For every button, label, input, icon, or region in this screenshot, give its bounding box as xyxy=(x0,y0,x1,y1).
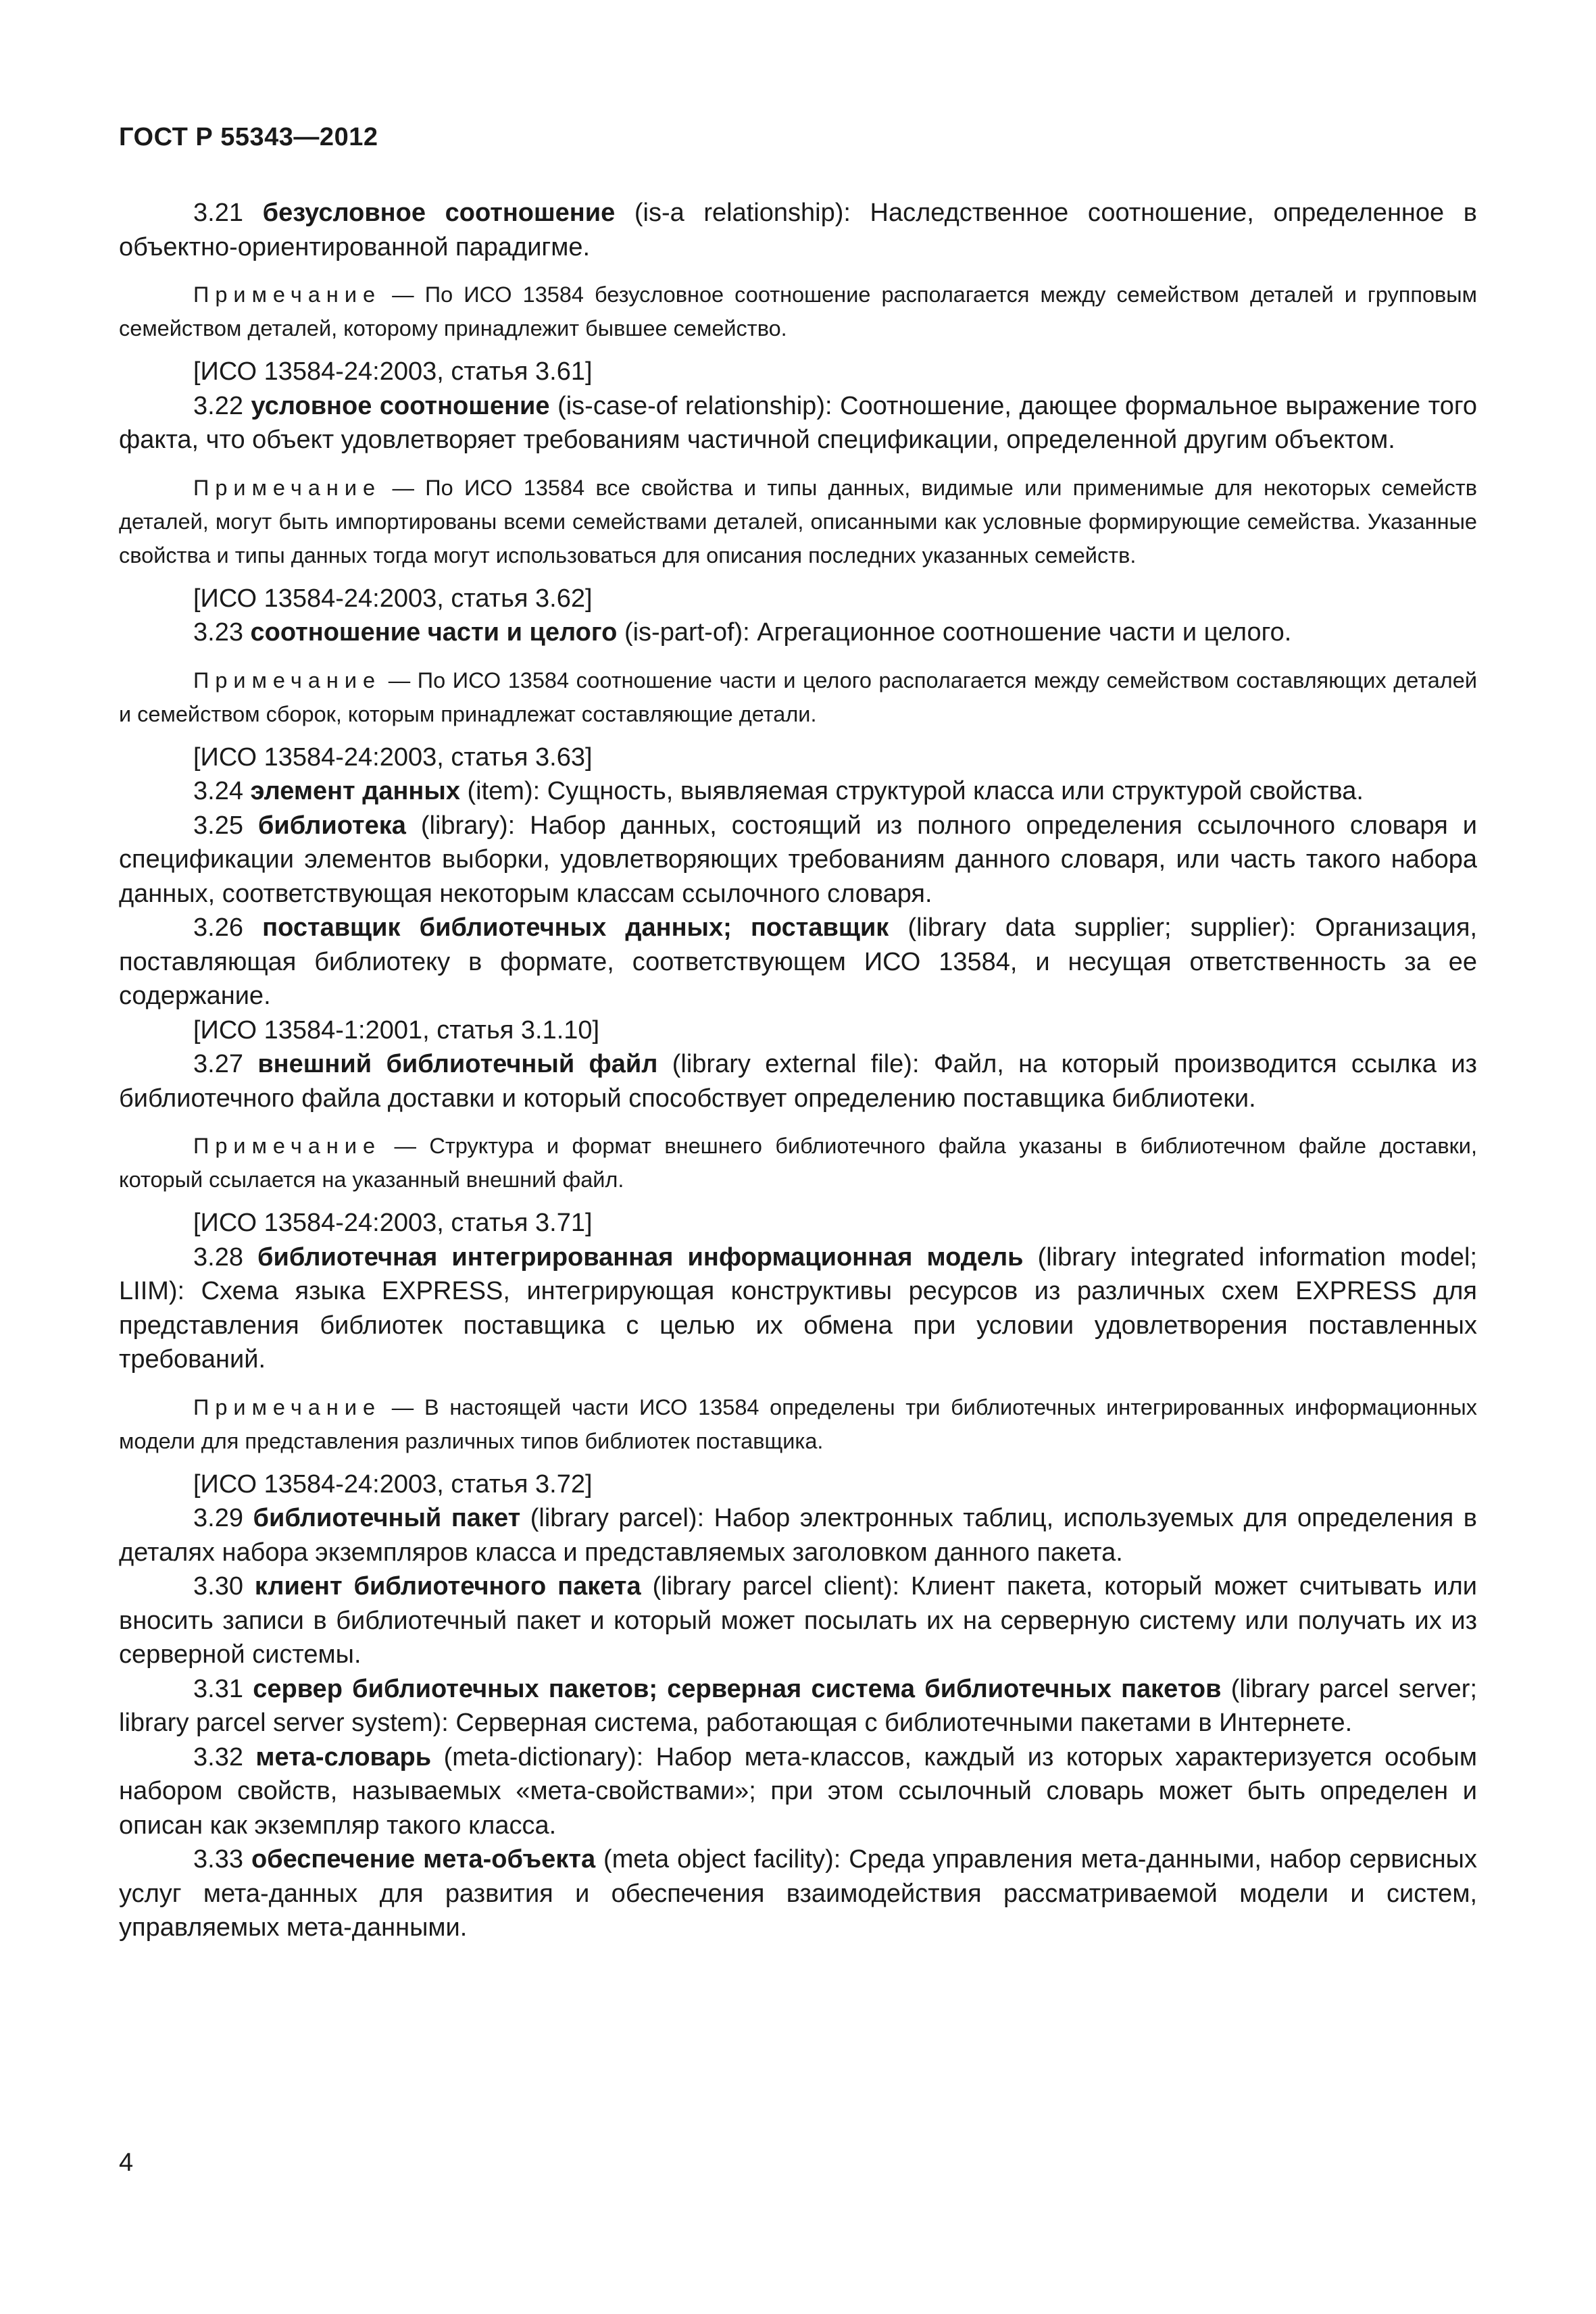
term-text: (library parcel client): Клиент пакета, который может считывать или вносить записи в библиотечный пакет и который может посылать их на серверную систему или получать их из серверной системы. xyxy=(119,1572,1477,1669)
note-text: — По ИСО 13584 все свойства и типы данных, видимые или применимые для некоторых семейств деталей, могут быть импортированы всеми семействами деталей, описанными как условные формирующие семейства. Указанные свойства и типы данных тогда могут использоваться для описания последних указанных семейств. xyxy=(119,475,1477,568)
term-definition xyxy=(119,1501,1477,1569)
term-text: (library parcel server; library parcel server system): Серверная система, работающая с библиотечными пакетами в Интернете. xyxy=(119,1674,1477,1737)
term-definition xyxy=(119,1240,1477,1377)
term-number: 3.27 xyxy=(193,1050,243,1078)
note-label: Примечание xyxy=(193,1134,382,1158)
term-number: 3.30 xyxy=(193,1572,243,1601)
document-body xyxy=(119,196,1477,1945)
term-definition xyxy=(119,911,1477,1013)
term-name: внешний библиотечный файл xyxy=(257,1050,658,1078)
note-paragraph xyxy=(119,471,1477,572)
note-label: Примечание xyxy=(193,282,382,307)
term-definition xyxy=(119,1047,1477,1115)
term-name: библиотека xyxy=(257,811,406,840)
term-name: библиотечная интегрированная информационная модель xyxy=(257,1242,1024,1272)
term-name: безусловное соотношение xyxy=(262,199,616,227)
term-text: (is-part-of): Агрегационное соотношение части и целого. xyxy=(617,618,1292,647)
term-text: (item): Сущность, выявляемая структурой класса или структурой свойства. xyxy=(459,777,1364,805)
note-text: — Структура и формат внешнего библиотечного файла указаны в библиотечном файле доставки, который ссылается на указанный внешний файл. xyxy=(119,1134,1477,1192)
term-name: сервер библиотечных пакетов; серверная система библиотечных пакетов xyxy=(253,1674,1222,1703)
term-name: обеспечение мета-объекта xyxy=(251,1845,596,1873)
term-number: 3.32 xyxy=(193,1742,243,1771)
term-text: (is-case-of relationship): Соотношение, дающее формальное выражение того факта, что объект удовлетворяет требованиям частичной спецификации, определенной другим объектом. xyxy=(119,391,1478,454)
term-name: библиотечный пакет xyxy=(253,1504,521,1532)
term-text: (library external file): Файл, на который производится ссылка из библиотечного файла доставки и который способствует определению поставщика библиотеки. xyxy=(119,1050,1477,1113)
note-label: Примечание xyxy=(193,668,382,693)
term-text: (library): Набор данных, состоящий из полного определения ссылочного словаря и спецификации элементов выборки, удовлетворяющих требованиям данного словаря, или часть такого набора данных, соответствующая некоторым классам ссылочного словаря. xyxy=(119,811,1477,908)
term-number: 3.22 xyxy=(193,391,243,420)
term-text: (meta-dictionary): Набор мета-классов, каждый из которых характеризуется особым набором свойств, называемых «мета-свойствами»; при этом ссылочный словарь может быть определен и описан как экземпляр такого класса. xyxy=(119,1742,1477,1840)
note-text: — По ИСО 13584 безусловное соотношение располагается между семейством деталей и групповым семейством деталей, которому принадлежит бывшее семейство. xyxy=(119,282,1477,341)
term-definition xyxy=(119,615,1477,650)
source-reference: [ИСО 13584-24:2003, статья 3.62] xyxy=(193,584,593,613)
source-reference: [ИСО 13584-24:2003, статья 3.71] xyxy=(193,1209,593,1237)
term-name: условное соотношение xyxy=(251,391,550,420)
term-name: соотношение части и целого xyxy=(250,618,618,647)
term-number: 3.21 xyxy=(193,199,243,227)
term-name: клиент библиотечного пакета xyxy=(254,1572,641,1601)
term-definition xyxy=(119,1740,1477,1843)
term-number: 3.29 xyxy=(193,1504,243,1532)
term-number: 3.25 xyxy=(193,811,243,840)
term-definition xyxy=(119,809,1477,911)
term-definition xyxy=(119,1842,1477,1945)
term-definition xyxy=(119,774,1477,809)
term-definition xyxy=(119,1569,1477,1672)
term-name: поставщик библиотечных данных; поставщик xyxy=(262,913,889,942)
term-text: (library parcel): Набор электронных таблиц, используемых для определения в деталях набора экземпляров класса и представляемых заголовком данного пакета. xyxy=(119,1504,1477,1567)
term-text: (is-a relationship): Наследственное соотношение, определенное в объектно-ориентированной парадигме. xyxy=(119,199,1477,261)
note-text: — В настоящей части ИСО 13584 определены три библиотечных интегрированных информационных модели для представления различных типов библиотек поставщика. xyxy=(119,1394,1477,1453)
term-name: элемент данных xyxy=(250,777,460,805)
term-number: 3.24 xyxy=(193,777,243,805)
note-label: Примечание xyxy=(193,475,382,500)
term-number: 3.28 xyxy=(193,1242,243,1272)
note-text: — По ИСО 13584 соотношение части и целого располагается между семейством составляющих деталей и семейством сборок, которым принадлежат составляющие детали. xyxy=(119,668,1477,726)
term-definition xyxy=(119,389,1477,457)
term-text: (library data supplier; supplier): Организация, поставляющая библиотеку в формате, соответствующем ИСО 13584, и несущая ответственность за ее содержание. xyxy=(119,913,1477,1010)
source-reference: [ИСО 13584-1:2001, статья 3.1.10] xyxy=(193,1015,600,1045)
term-number: 3.31 xyxy=(193,1674,243,1703)
note-paragraph xyxy=(119,663,1477,731)
term-definition xyxy=(119,196,1477,264)
term-definition xyxy=(119,1672,1477,1740)
source-reference: [ИСО 13584-24:2003, статья 3.72] xyxy=(193,1469,593,1499)
term-number: 3.33 xyxy=(193,1845,243,1873)
term-number: 3.26 xyxy=(193,913,243,942)
note-paragraph xyxy=(119,1129,1477,1197)
term-name: мета-словарь xyxy=(255,1742,432,1771)
note-label: Примечание xyxy=(193,1394,382,1419)
note-paragraph xyxy=(119,1390,1477,1458)
source-reference: [ИСО 13584-24:2003, статья 3.63] xyxy=(193,743,593,772)
note-paragraph xyxy=(119,278,1477,345)
document-header: ГОСТ Р 55343—2012 xyxy=(119,123,378,151)
page-number: 4 xyxy=(119,2148,134,2177)
term-text: (meta object facility): Среда управления мета-данными, набор сервисных услуг мета-данных для развития и обеспечения взаимодействия рассматриваемой модели и систем, управляемых мета-данными. xyxy=(119,1845,1477,1942)
term-number: 3.23 xyxy=(193,618,243,647)
term-text: (library integrated information model; LIIM): Схема языка EXPRESS, интегрирующая конструктивы ресурсов из различных схем EXPRESS для представления библиотек поставщика с целью их обмена при условии удовлетворения поставленных требований. xyxy=(119,1242,1477,1374)
source-reference: [ИСО 13584-24:2003, статья 3.61] xyxy=(193,357,593,386)
